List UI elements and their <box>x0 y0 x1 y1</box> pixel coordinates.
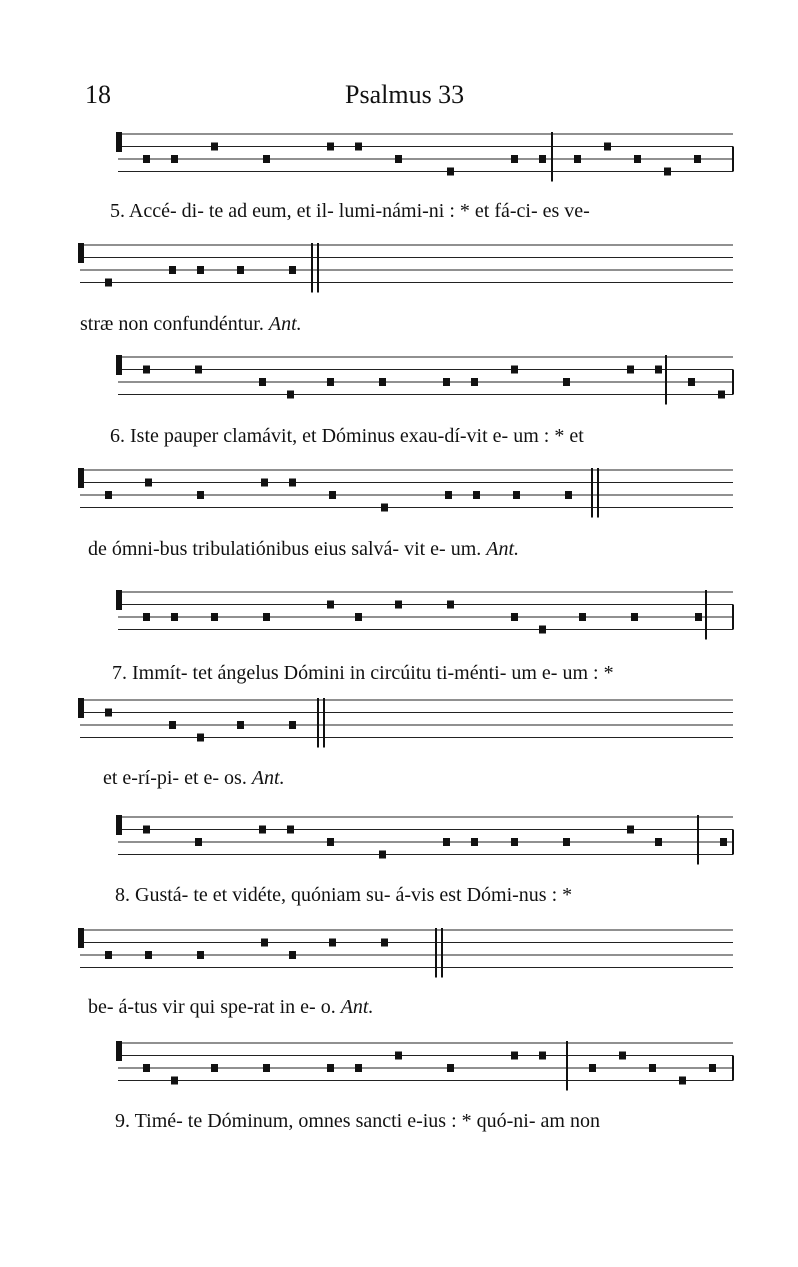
neume-note <box>655 838 662 846</box>
neume-note <box>563 838 570 846</box>
neume-note <box>145 951 152 959</box>
neume-note <box>649 1064 656 1072</box>
neume-note <box>289 951 296 959</box>
neume-note <box>143 155 150 163</box>
neume-note <box>105 951 112 959</box>
neume-note <box>604 143 611 151</box>
neume-note <box>171 155 178 163</box>
neume-note <box>395 601 402 609</box>
neume-note <box>579 613 586 621</box>
neume-note <box>655 366 662 374</box>
neume-note <box>627 826 634 834</box>
neume-note <box>379 851 386 859</box>
neume-note <box>287 391 294 399</box>
neume-note <box>263 613 270 621</box>
neume-note <box>289 479 296 487</box>
clef-mark <box>78 243 84 263</box>
clef-mark <box>116 590 122 610</box>
clef-mark <box>78 928 84 948</box>
neume-note <box>263 1064 270 1072</box>
clef-mark <box>78 698 84 718</box>
neume-note <box>447 601 454 609</box>
neume-note <box>395 1052 402 1060</box>
neume-note <box>471 378 478 386</box>
neume-note <box>327 378 334 386</box>
neume-note <box>263 155 270 163</box>
neume-note <box>287 826 294 834</box>
neume-note <box>511 838 518 846</box>
neume-note <box>511 613 518 621</box>
neume-note <box>539 626 546 634</box>
clef-mark <box>116 815 122 835</box>
lyric-line-5a: 5. Accé- di- te ad eum, et il- lumi-námi-ni : * et fá-ci- es ve- <box>110 200 590 222</box>
neume-note <box>289 721 296 729</box>
neume-note <box>259 378 266 386</box>
neume-note <box>327 1064 334 1072</box>
neume-note <box>634 155 641 163</box>
neume-note <box>171 613 178 621</box>
lyric-line-8a: 8. Gustá- te et vidéte, quóniam su- á-vis est Dómi-nus : * <box>115 884 573 906</box>
neume-note <box>381 504 388 512</box>
neume-note <box>539 155 546 163</box>
neume-note <box>211 143 218 151</box>
page-number: 18 <box>85 80 111 109</box>
neume-note <box>447 1064 454 1072</box>
page-title: Psalmus 33 <box>345 80 465 109</box>
neume-note <box>237 721 244 729</box>
neume-note <box>565 491 572 499</box>
neume-note <box>143 613 150 621</box>
neume-note <box>511 1052 518 1060</box>
neume-note <box>718 391 725 399</box>
neume-note <box>195 838 202 846</box>
neume-note <box>471 838 478 846</box>
neume-note <box>574 155 581 163</box>
neume-note <box>513 491 520 499</box>
neume-note <box>679 1077 686 1085</box>
neume-note <box>211 613 218 621</box>
neume-note <box>143 366 150 374</box>
neume-note <box>379 378 386 386</box>
clef-mark <box>116 132 122 152</box>
neume-note <box>259 826 266 834</box>
neume-note <box>237 266 244 274</box>
neume-note <box>327 601 334 609</box>
neume-note <box>631 613 638 621</box>
lyric-line-8b: be- á-tus vir qui spe-rat in e- o. Ant. <box>88 996 374 1018</box>
neume-note <box>197 951 204 959</box>
neume-note <box>589 1064 596 1072</box>
staff-lines <box>80 132 733 1091</box>
neume-note <box>197 734 204 742</box>
lyric-line-6b: de ómni-bus tribulatiónibus eius salvá- vit e- um. Ant. <box>88 538 520 560</box>
neume-note <box>694 155 701 163</box>
lyric-line-7a: 7. Immít- tet ángelus Dómini in circúitu ti-ménti- um e- um : * <box>112 662 614 684</box>
neume-note <box>355 613 362 621</box>
neume-note <box>688 378 695 386</box>
neume-note <box>447 168 454 176</box>
neume-note <box>211 1064 218 1072</box>
neume-note <box>197 491 204 499</box>
neume-note <box>327 143 334 151</box>
lyric-line-9: 9. Timé- te Dóminum, omnes sancti e-ius : * quó-ni- am non <box>115 1110 600 1132</box>
neume-note <box>539 1052 546 1060</box>
neume-note <box>169 266 176 274</box>
neume-note <box>261 939 268 947</box>
clef-mark <box>78 468 84 488</box>
neume-note <box>563 378 570 386</box>
neume-note <box>511 155 518 163</box>
neume-note <box>709 1064 716 1072</box>
neume-note <box>145 479 152 487</box>
neume-note <box>105 491 112 499</box>
neume-note <box>619 1052 626 1060</box>
neume-note <box>511 366 518 374</box>
neume-note <box>195 366 202 374</box>
neume-note <box>327 838 334 846</box>
neume-note <box>443 378 450 386</box>
neume-note <box>143 826 150 834</box>
neume-note <box>443 838 450 846</box>
neume-note <box>695 613 702 621</box>
neume-note <box>169 721 176 729</box>
neume-note <box>627 366 634 374</box>
neume-note <box>329 939 336 947</box>
neume-note <box>473 491 480 499</box>
lyric-line-5b: stræ non confundéntur. Ant. <box>80 313 302 335</box>
neume-note <box>329 491 336 499</box>
lyric-line-7b: et e-rí-pi- et e- os. Ant. <box>103 767 285 789</box>
neumes <box>78 132 727 1085</box>
clef-mark <box>116 1041 122 1061</box>
neume-note <box>143 1064 150 1072</box>
clef-mark <box>116 355 122 375</box>
neume-note <box>105 279 112 287</box>
neume-note <box>261 479 268 487</box>
neume-note <box>381 939 388 947</box>
neume-note <box>171 1077 178 1085</box>
neume-note <box>197 266 204 274</box>
neume-note <box>720 838 727 846</box>
neume-note <box>395 155 402 163</box>
neume-note <box>355 143 362 151</box>
neume-note <box>105 709 112 717</box>
lyric-line-6a: 6. Iste pauper clamávit, et Dóminus exau-dí-vit e- um : * et <box>110 425 584 447</box>
neume-note <box>355 1064 362 1072</box>
neume-note <box>664 168 671 176</box>
neume-note <box>445 491 452 499</box>
neume-note <box>289 266 296 274</box>
